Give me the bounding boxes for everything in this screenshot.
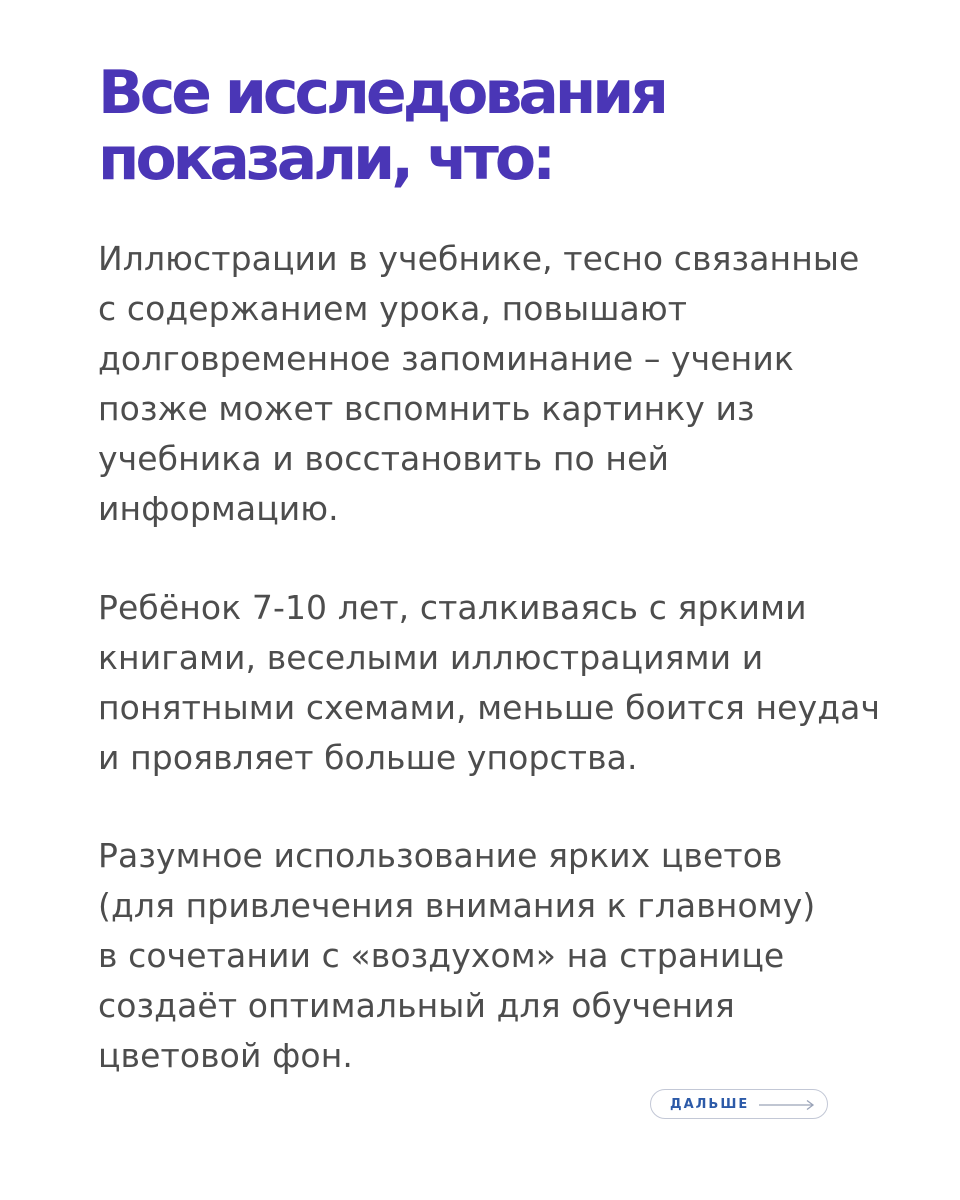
page-title: Все исследования показали, что: [98,58,665,194]
paragraph-illustrations: Иллюстрации в учебнике, тесно связанные с содержанием урока, повышают долговременное запоминание – ученик позже может вспомнить картинку из учебника и восстановить по ней информацию. [98,239,860,528]
next-button[interactable] [650,1089,828,1119]
next-button-label: ДАЛЬШЕ [670,1096,750,1112]
paragraph-child-age: Ребёнок 7-10 лет, сталкиваясь с яркими книгами, веселыми иллюстрациями и понятными схемами, меньше боится неудач и проявляет больше упорства. [98,588,881,777]
arrow-right-icon [757,1099,817,1111]
paragraph-colors: Разумное использование ярких цветов (для привлечения внимания к главному) в сочетании с «воздухом» на странице создаёт оптимальный для обучения цветовой фон. [98,836,816,1075]
